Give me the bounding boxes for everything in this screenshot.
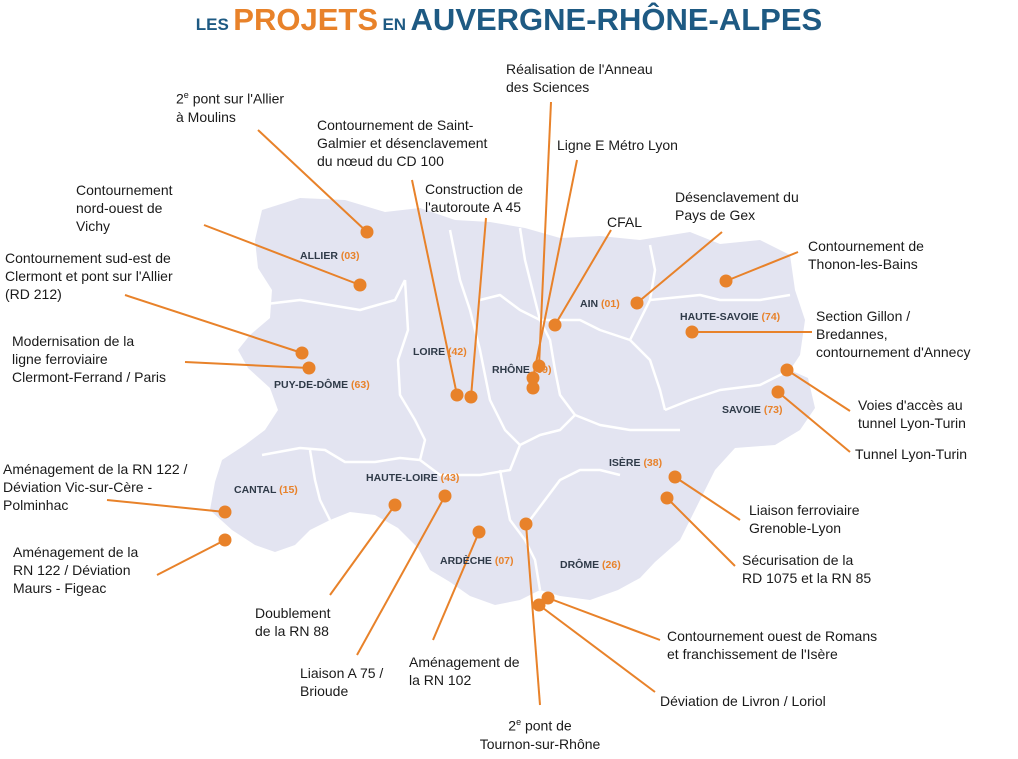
- project-label: [255, 604, 331, 640]
- project-label-line: Thonon-les-Bains: [808, 256, 918, 272]
- dept-label-loire: LOIRE (42): [413, 346, 467, 358]
- project-label: [557, 136, 678, 154]
- project-label-line: CFAL: [607, 214, 643, 230]
- project-label-line: Contournement: [76, 182, 173, 198]
- project-label-line: Sécurisation de la: [742, 552, 854, 568]
- project-label-line: l'autoroute A 45: [425, 199, 522, 215]
- project-label-line: Doublement: [255, 605, 331, 621]
- project-label-line: ligne ferroviaire: [12, 351, 108, 367]
- project-label-line: Ligne E Métro Lyon: [557, 137, 678, 153]
- project-label-line: Clermont-Ferrand / Paris: [12, 369, 167, 385]
- project-label-line: 2e pont de: [508, 717, 572, 734]
- project-label-line: Tunnel Lyon-Turin: [855, 446, 968, 462]
- project-label: [675, 188, 799, 224]
- project-label-line: contournement d'Annecy: [816, 344, 971, 360]
- project-label: [470, 713, 610, 753]
- dept-label-puy-de-dome: PUY-DE-DÔME (63): [274, 379, 370, 391]
- project-label-line: Liaison A 75 /: [300, 665, 384, 681]
- project-label-line: Réalisation de l'Anneau: [506, 61, 653, 77]
- project-label-line: Polminhac: [3, 497, 69, 513]
- project-label: [816, 307, 970, 361]
- project-label-line: de la RN 88: [255, 623, 329, 639]
- project-label: [855, 445, 967, 463]
- title-region: AUVERGNE-RHÔNE-ALPES: [410, 2, 823, 37]
- dept-label-isere: ISÈRE (38): [609, 457, 663, 469]
- project-label: [749, 501, 860, 537]
- project-label-line: Contournement de: [808, 238, 924, 254]
- project-label-line: Pays de Gex: [675, 207, 756, 223]
- project-label-line: 2e pont sur l'Allier: [176, 90, 285, 107]
- dept-label-drome: DRÔME (26): [560, 559, 621, 571]
- project-label-line: Tournon-sur-Rhône: [479, 735, 601, 752]
- dept-label-ain: AIN (01): [580, 298, 620, 310]
- project-label: [667, 627, 877, 663]
- project-label: [858, 396, 966, 432]
- project-label: [3, 460, 187, 514]
- project-label: [13, 543, 138, 597]
- project-label-line: Contournement ouest de Romans: [667, 628, 878, 644]
- project-label-line: Vichy: [76, 218, 110, 234]
- project-label-line: Section Gillon /: [816, 308, 911, 324]
- project-label-line: Contournement de Saint-: [317, 117, 474, 133]
- dept-label-haute-savoie: HAUTE-SAVOIE (74): [680, 311, 781, 323]
- project-label-line: du nœud du CD 100: [317, 153, 444, 169]
- project-label-line: des Sciences: [506, 79, 590, 95]
- project-label-line: Aménagement de la: [13, 544, 139, 560]
- project-label: [808, 237, 924, 273]
- page-title: [0, 2, 1018, 38]
- project-label-line: RD 1075 et la RN 85: [742, 570, 872, 586]
- project-label-line: Modernisation de la: [12, 333, 135, 349]
- project-label: [607, 213, 642, 231]
- dept-label-cantal: CANTAL (15): [234, 484, 298, 496]
- project-label-line: Bredannes,: [816, 326, 888, 342]
- project-label: [425, 180, 523, 216]
- dept-label-rhone: RHÔNE (69): [492, 364, 552, 376]
- project-label-line: Contournement sud-est de: [5, 250, 171, 266]
- project-label-line: Déviation Vic-sur-Cère -: [3, 479, 153, 495]
- project-label: [300, 664, 383, 700]
- title-projets: PROJETS: [233, 2, 379, 37]
- project-label: [176, 86, 284, 126]
- project-label-line: Liaison ferroviaire: [749, 502, 860, 518]
- title-en: EN: [382, 15, 407, 34]
- project-label-line: la RN 102: [409, 672, 472, 688]
- project-label: [317, 116, 487, 170]
- project-label: [409, 653, 520, 689]
- project-label-line: Voies d'accès au: [858, 397, 963, 413]
- project-label-line: nord-ouest de: [76, 200, 163, 216]
- project-label-line: (RD 212): [5, 286, 62, 302]
- project-label: [506, 60, 653, 96]
- dept-label-savoie: SAVOIE (73): [722, 404, 783, 416]
- project-label-line: Brioude: [300, 683, 349, 699]
- title-les: LES: [195, 15, 229, 34]
- project-label: [5, 249, 173, 303]
- project-label-line: Déviation de Livron / Loriol: [660, 693, 826, 709]
- project-label: [12, 332, 166, 386]
- project-label: [742, 551, 871, 587]
- project-label-line: Galmier et désenclavement: [317, 135, 488, 151]
- project-label-line: Désenclavement du: [675, 189, 799, 205]
- project-label-line: Aménagement de: [409, 654, 520, 670]
- project-label-line: Grenoble-Lyon: [749, 520, 842, 536]
- project-label: [660, 692, 826, 710]
- dept-label-haute-loire: HAUTE-LOIRE (43): [366, 472, 460, 484]
- dept-label-ardeche: ARDÈCHE (07): [440, 555, 514, 567]
- project-label: [76, 181, 173, 235]
- project-label-line: Construction de: [425, 181, 524, 197]
- project-label-line: Aménagement de la RN 122 /: [3, 461, 188, 477]
- project-label-line: Clermont et pont sur l'Allier: [5, 268, 173, 284]
- project-label-line: à Moulins: [176, 108, 236, 125]
- project-label-line: tunnel Lyon-Turin: [858, 415, 966, 431]
- project-label-line: RN 122 / Déviation: [13, 562, 131, 578]
- dept-label-allier: ALLIER (03): [300, 250, 360, 262]
- project-label-line: et franchissement de l'Isère: [667, 646, 838, 662]
- project-label-line: Maurs - Figeac: [13, 580, 107, 596]
